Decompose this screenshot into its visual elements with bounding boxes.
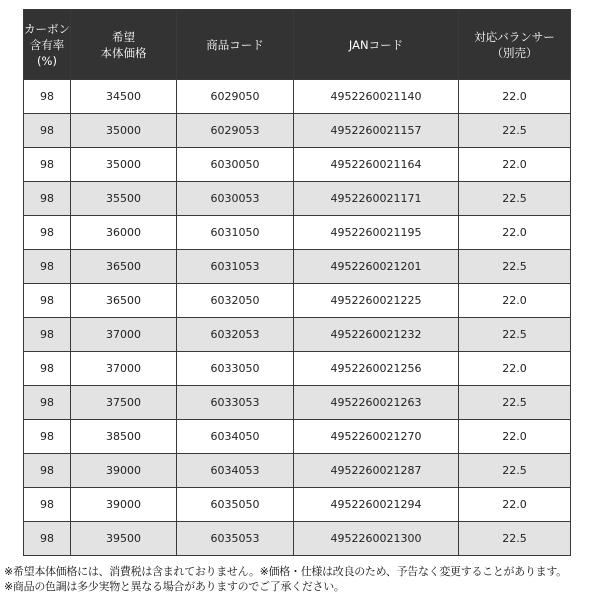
cell-product-code: 6030053 (177, 182, 294, 216)
spec-table (23, 9, 571, 556)
table-header (24, 10, 571, 80)
cell-product-code: 6035053 (177, 522, 294, 556)
cell-carbon-content: 98 (24, 216, 71, 250)
cell-jan-code: 4952260021157 (294, 114, 459, 148)
header-balancer: 対応バランサー （別売） (459, 10, 571, 80)
cell-product-code: 6033050 (177, 352, 294, 386)
table-row (24, 352, 571, 386)
cell-jan-code: 4952260021140 (294, 80, 459, 114)
cell-jan-code: 4952260021287 (294, 454, 459, 488)
cell-jan-code: 4952260021164 (294, 148, 459, 182)
cell-carbon-content: 98 (24, 284, 71, 318)
table-row (24, 216, 571, 250)
cell-jan-code: 4952260021195 (294, 216, 459, 250)
cell-balancer: 22.0 (459, 80, 571, 114)
header-jan-code: JANコード (294, 10, 459, 80)
footnote-color: ※商品の色調は多少実物と異なる場合がありますのでご了承ください。 (4, 580, 345, 593)
cell-product-code: 6031050 (177, 216, 294, 250)
cell-carbon-content: 98 (24, 522, 71, 556)
cell-jan-code: 4952260021263 (294, 386, 459, 420)
cell-carbon-content: 98 (24, 352, 71, 386)
table-row (24, 454, 571, 488)
cell-balancer: 22.0 (459, 488, 571, 522)
cell-jan-code: 4952260021201 (294, 250, 459, 284)
cell-suggested-price: 35000 (71, 148, 177, 182)
table-row (24, 114, 571, 148)
cell-balancer: 22.5 (459, 522, 571, 556)
cell-carbon-content: 98 (24, 386, 71, 420)
cell-carbon-content: 98 (24, 182, 71, 216)
header-suggested-price: 希望 本体価格 (71, 10, 177, 80)
cell-suggested-price: 39000 (71, 488, 177, 522)
cell-product-code: 6031053 (177, 250, 294, 284)
cell-balancer: 22.5 (459, 318, 571, 352)
table-row (24, 420, 571, 454)
table-row (24, 488, 571, 522)
table-row (24, 386, 571, 420)
cell-carbon-content: 98 (24, 114, 71, 148)
cell-jan-code: 4952260021256 (294, 352, 459, 386)
cell-suggested-price: 38500 (71, 420, 177, 454)
cell-suggested-price: 35500 (71, 182, 177, 216)
cell-carbon-content: 98 (24, 318, 71, 352)
cell-product-code: 6032053 (177, 318, 294, 352)
cell-balancer: 22.5 (459, 250, 571, 284)
table-row (24, 182, 571, 216)
cell-product-code: 6030050 (177, 148, 294, 182)
cell-product-code: 6034053 (177, 454, 294, 488)
table-body (24, 80, 571, 556)
cell-balancer: 22.5 (459, 182, 571, 216)
cell-carbon-content: 98 (24, 80, 71, 114)
cell-suggested-price: 39500 (71, 522, 177, 556)
cell-suggested-price: 37500 (71, 386, 177, 420)
cell-suggested-price: 35000 (71, 114, 177, 148)
table-row (24, 522, 571, 556)
cell-suggested-price: 37000 (71, 352, 177, 386)
cell-balancer: 22.5 (459, 114, 571, 148)
cell-carbon-content: 98 (24, 250, 71, 284)
cell-suggested-price: 36500 (71, 250, 177, 284)
cell-product-code: 6032050 (177, 284, 294, 318)
header-product-code: 商品コード (177, 10, 294, 80)
cell-balancer: 22.5 (459, 386, 571, 420)
cell-product-code: 6029053 (177, 114, 294, 148)
footnotes (4, 564, 598, 594)
table-row (24, 250, 571, 284)
cell-balancer: 22.0 (459, 148, 571, 182)
cell-jan-code: 4952260021300 (294, 522, 459, 556)
cell-balancer: 22.5 (459, 454, 571, 488)
cell-balancer: 22.0 (459, 352, 571, 386)
table-row (24, 284, 571, 318)
cell-jan-code: 4952260021294 (294, 488, 459, 522)
cell-jan-code: 4952260021171 (294, 182, 459, 216)
cell-jan-code: 4952260021270 (294, 420, 459, 454)
cell-product-code: 6029050 (177, 80, 294, 114)
cell-suggested-price: 37000 (71, 318, 177, 352)
table-row (24, 80, 571, 114)
cell-carbon-content: 98 (24, 454, 71, 488)
cell-product-code: 6034050 (177, 420, 294, 454)
cell-suggested-price: 36000 (71, 216, 177, 250)
cell-suggested-price: 36500 (71, 284, 177, 318)
cell-jan-code: 4952260021225 (294, 284, 459, 318)
cell-product-code: 6035050 (177, 488, 294, 522)
cell-suggested-price: 34500 (71, 80, 177, 114)
cell-balancer: 22.0 (459, 216, 571, 250)
footnote-price-tax: ※希望本体価格には、消費税は含まれておりません。※価格・仕様は改良のため、予告なく変更することがあります。 (4, 565, 567, 578)
header-carbon-content: カーボン 含有率 (%) (24, 10, 71, 80)
table-row (24, 318, 571, 352)
cell-carbon-content: 98 (24, 148, 71, 182)
cell-suggested-price: 39000 (71, 454, 177, 488)
cell-product-code: 6033053 (177, 386, 294, 420)
cell-jan-code: 4952260021232 (294, 318, 459, 352)
cell-balancer: 22.0 (459, 420, 571, 454)
header-row (24, 10, 571, 80)
cell-carbon-content: 98 (24, 420, 71, 454)
cell-balancer: 22.0 (459, 284, 571, 318)
table-row (24, 148, 571, 182)
cell-carbon-content: 98 (24, 488, 71, 522)
